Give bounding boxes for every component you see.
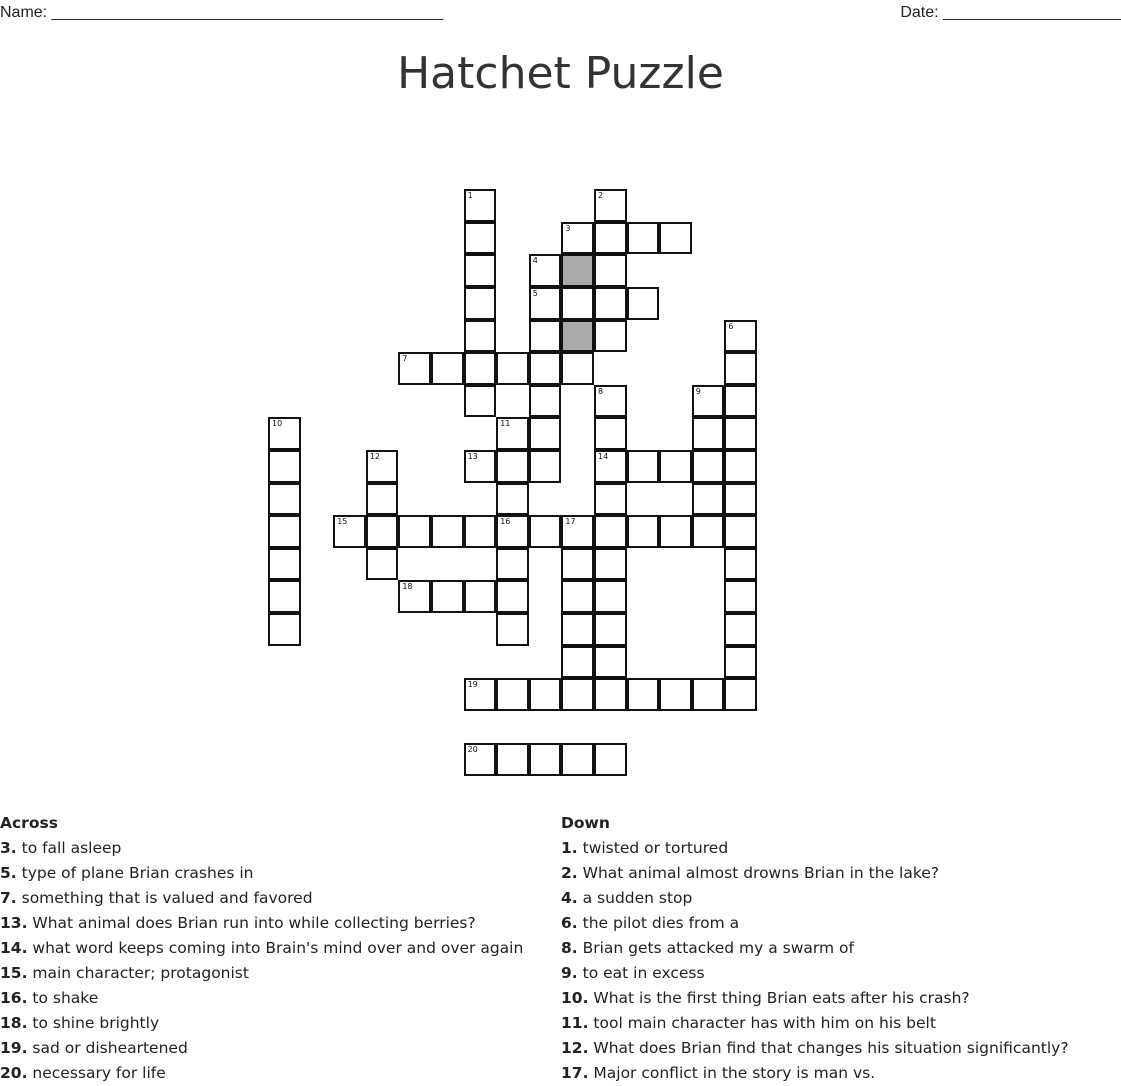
grid-cell[interactable] (431, 352, 464, 385)
clue-item-number: 14. (0, 939, 28, 957)
clue-item (0, 1011, 523, 1036)
clue-number: 19 (467, 680, 478, 690)
grid-cell[interactable] (529, 320, 562, 353)
grid-cell[interactable] (594, 450, 627, 483)
grid-cell[interactable] (724, 515, 757, 548)
clue-item (0, 911, 523, 936)
grid-cell[interactable] (529, 417, 562, 450)
grid-cell[interactable] (464, 254, 497, 287)
clue-item-text: What is the first thing Brian eats after his crash? (588, 989, 970, 1007)
clue-item (561, 836, 1069, 861)
grid-cell[interactable] (464, 287, 497, 320)
grid-cell[interactable] (561, 222, 594, 255)
clue-item-number: 4. (561, 889, 578, 907)
grid-cell[interactable] (724, 580, 757, 613)
grid-cell[interactable] (464, 320, 497, 353)
grid-cell[interactable] (724, 385, 757, 418)
grid-cell[interactable] (529, 515, 562, 548)
grid-cell[interactable] (496, 515, 529, 548)
clue-item-text: to shine brightly (27, 1014, 160, 1032)
grid-cell[interactable] (692, 483, 725, 516)
clue-item (561, 986, 1069, 1011)
name-field-line: Name: ____________________________________________ (0, 4, 444, 21)
grid-cell[interactable] (496, 483, 529, 516)
clue-item (561, 861, 1069, 886)
grid-cell[interactable] (692, 417, 725, 450)
down-clue-list (561, 836, 1069, 1086)
grid-cell[interactable] (464, 189, 497, 222)
clue-item-number: 2. (561, 864, 578, 882)
clue-item-number: 15. (0, 964, 28, 982)
clue-number: 8 (598, 386, 604, 396)
grid-cell[interactable] (659, 222, 692, 255)
grid-cell[interactable] (724, 483, 757, 516)
grid-cell[interactable] (561, 580, 594, 613)
grid-cell[interactable] (268, 515, 301, 548)
clue-item-number: 7. (0, 889, 17, 907)
grid-cell[interactable] (594, 483, 627, 516)
grid-cell[interactable] (464, 515, 497, 548)
grid-cell[interactable] (464, 743, 497, 776)
down-clues (561, 811, 1069, 1086)
clue-number: 1 (467, 191, 473, 201)
grid-cell[interactable] (724, 417, 757, 450)
grid-cell[interactable] (627, 450, 660, 483)
clue-item-text: twisted or tortured (577, 839, 729, 857)
grid-cell[interactable] (333, 515, 366, 548)
grid-cell[interactable] (594, 417, 627, 450)
clue-item-text: What does Brian find that changes his situation significantly? (588, 1039, 1069, 1057)
clue-item (561, 1061, 1069, 1086)
clue-item-text: necessary for life (27, 1064, 166, 1082)
clue-item-number: 5. (0, 864, 17, 882)
clue-item-number: 20. (0, 1064, 28, 1082)
clue-number: 10 (272, 419, 283, 429)
clue-item-text: What animal almost drowns Brian in the lake? (577, 864, 940, 882)
grid-cell[interactable] (268, 483, 301, 516)
clue-number: 3 (565, 223, 571, 233)
grid-cell[interactable] (692, 385, 725, 418)
clue-number: 5 (532, 289, 538, 298)
grid-cell[interactable] (496, 678, 529, 711)
grid-cell[interactable] (398, 515, 431, 548)
grid-cell[interactable] (529, 743, 562, 776)
grid-cell[interactable] (496, 352, 529, 385)
clue-item (0, 886, 523, 911)
grid-cell[interactable] (724, 450, 757, 483)
grid-cell[interactable] (398, 580, 431, 613)
grid-cell[interactable] (366, 483, 399, 516)
grid-cell[interactable] (659, 515, 692, 548)
grid-cell[interactable] (627, 222, 660, 255)
clue-item-number: 12. (561, 1039, 589, 1057)
grid-cell[interactable] (627, 678, 660, 711)
grid-cell[interactable] (561, 613, 594, 646)
grid-cell[interactable] (627, 287, 660, 320)
clue-item-text: the pilot dies from a (577, 914, 740, 932)
clue-item (0, 936, 523, 961)
grid-cell[interactable] (464, 222, 497, 255)
clue-item-text: something that is valued and favored (16, 889, 313, 907)
grid-cell[interactable] (594, 646, 627, 679)
across-clue-list (0, 836, 523, 1086)
grid-cell[interactable] (724, 613, 757, 646)
clue-item-number: 3. (0, 839, 17, 857)
clue-item (561, 936, 1069, 961)
clue-item-number: 9. (561, 964, 578, 982)
grid-cell[interactable] (496, 613, 529, 646)
grid-cell[interactable] (561, 515, 594, 548)
grid-cell[interactable] (561, 548, 594, 581)
grid-cell[interactable] (464, 385, 497, 418)
clue-item (561, 886, 1069, 911)
grid-cell[interactable] (594, 678, 627, 711)
clue-item-number: 17. (561, 1064, 589, 1082)
grid-cell[interactable] (659, 678, 692, 711)
clue-item (0, 836, 523, 861)
page-title: Hatchet Puzzle (397, 48, 724, 99)
grid-cell[interactable] (464, 678, 497, 711)
grid-cell[interactable] (594, 515, 627, 548)
grid-block-cell (561, 320, 594, 353)
grid-cell[interactable] (496, 417, 529, 450)
grid-cell[interactable] (594, 222, 627, 255)
grid-cell[interactable] (561, 743, 594, 776)
clue-item-text: sad or disheartened (27, 1039, 188, 1057)
grid-cell[interactable] (529, 352, 562, 385)
across-heading: Across (0, 814, 58, 832)
clue-item (0, 1061, 523, 1086)
clue-number: 6 (728, 321, 734, 331)
grid-cell[interactable] (594, 254, 627, 287)
grid-cell[interactable] (268, 417, 301, 450)
clue-item-text: main character; protagonist (27, 964, 249, 982)
grid-cell[interactable] (724, 320, 757, 353)
across-clues (0, 811, 523, 1086)
clue-item-number: 8. (561, 939, 578, 957)
date-field-line: Date: ____________________ (900, 4, 1121, 21)
clue-item-text: Brian gets attacked my a swarm of (577, 939, 854, 957)
clue-item-text: tool main character has with him on his belt (588, 1014, 936, 1032)
clue-item (0, 986, 523, 1011)
clue-item-number: 10. (561, 989, 589, 1007)
clue-number: 2 (598, 191, 604, 201)
grid-cell[interactable] (594, 743, 627, 776)
grid-cell[interactable] (496, 580, 529, 613)
grid-cell[interactable] (529, 678, 562, 711)
grid-cell[interactable] (529, 450, 562, 483)
grid-cell[interactable] (627, 515, 660, 548)
grid-cell[interactable] (268, 580, 301, 613)
clue-item (561, 1036, 1069, 1061)
clue-number: 12 (369, 452, 380, 461)
clue-number: 20 (467, 745, 478, 755)
grid-cell[interactable] (464, 352, 497, 385)
grid-cell[interactable] (594, 548, 627, 581)
grid-cell[interactable] (561, 287, 594, 320)
grid-cell[interactable] (268, 548, 301, 581)
grid-cell[interactable] (692, 515, 725, 548)
clue-number: 17 (565, 517, 576, 527)
clue-item-text: to shake (27, 989, 99, 1007)
grid-cell[interactable] (692, 450, 725, 483)
clue-number: 7 (402, 354, 408, 364)
clue-item-number: 13. (0, 914, 28, 932)
grid-cell[interactable] (464, 580, 497, 613)
clue-item-number: 16. (0, 989, 28, 1007)
grid-cell[interactable] (529, 254, 562, 287)
grid-cell[interactable] (724, 646, 757, 679)
grid-cell[interactable] (659, 450, 692, 483)
clue-item (0, 1036, 523, 1061)
down-heading: Down (561, 814, 610, 832)
grid-cell[interactable] (529, 287, 562, 320)
clue-number: 16 (500, 517, 511, 527)
grid-cell[interactable] (594, 320, 627, 353)
clue-item (0, 861, 523, 886)
clue-item-text: type of plane Brian crashes in (16, 864, 254, 882)
clue-item (561, 911, 1069, 936)
grid-cell[interactable] (724, 548, 757, 581)
clue-number: 18 (402, 582, 413, 592)
grid-cell[interactable] (594, 613, 627, 646)
grid-cell[interactable] (366, 450, 399, 483)
clue-item-text: What animal does Brian run into while collecting berries? (27, 914, 476, 932)
clue-number: 13 (467, 452, 478, 461)
grid-cell[interactable] (496, 743, 529, 776)
grid-cell[interactable] (431, 515, 464, 548)
grid-cell[interactable] (496, 548, 529, 581)
clue-item-text: to eat in excess (577, 964, 705, 982)
clue-item-number: 18. (0, 1014, 28, 1032)
clue-item-text: to fall asleep (16, 839, 122, 857)
grid-cell[interactable] (529, 385, 562, 418)
clue-number: 14 (598, 452, 609, 461)
grid-cell[interactable] (594, 189, 627, 222)
clue-item-number: 1. (561, 839, 578, 857)
grid-cell[interactable] (594, 287, 627, 320)
grid-cell[interactable] (561, 678, 594, 711)
grid-cell[interactable] (366, 548, 399, 581)
grid-block-cell (561, 254, 594, 287)
clue-item-number: 19. (0, 1039, 28, 1057)
grid-cell[interactable] (268, 450, 301, 483)
grid-cell[interactable] (561, 352, 594, 385)
clue-item-number: 6. (561, 914, 578, 932)
clue-item-text: Major conflict in the story is man vs. (588, 1064, 876, 1082)
grid-cell[interactable] (692, 678, 725, 711)
clue-item (561, 961, 1069, 986)
clue-item-number: 11. (561, 1014, 589, 1032)
grid-cell[interactable] (594, 385, 627, 418)
grid-cell[interactable] (724, 352, 757, 385)
grid-cell[interactable] (561, 646, 594, 679)
clue-item-text: a sudden stop (577, 889, 693, 907)
grid-cell[interactable] (366, 515, 399, 548)
clue-number: 11 (500, 419, 511, 429)
clue-number: 4 (532, 256, 538, 266)
grid-cell[interactable] (268, 613, 301, 646)
grid-cell[interactable] (464, 450, 497, 483)
grid-cell[interactable] (398, 352, 431, 385)
clue-item (0, 961, 523, 986)
grid-cell[interactable] (594, 580, 627, 613)
clue-item-text: what word keeps coming into Brain's mind over and over again (27, 939, 524, 957)
grid-cell[interactable] (724, 678, 757, 711)
grid-cell[interactable] (431, 580, 464, 613)
grid-cell[interactable] (496, 450, 529, 483)
clue-number: 9 (695, 386, 701, 396)
clue-number: 15 (337, 517, 348, 527)
clue-item (561, 1011, 1069, 1036)
